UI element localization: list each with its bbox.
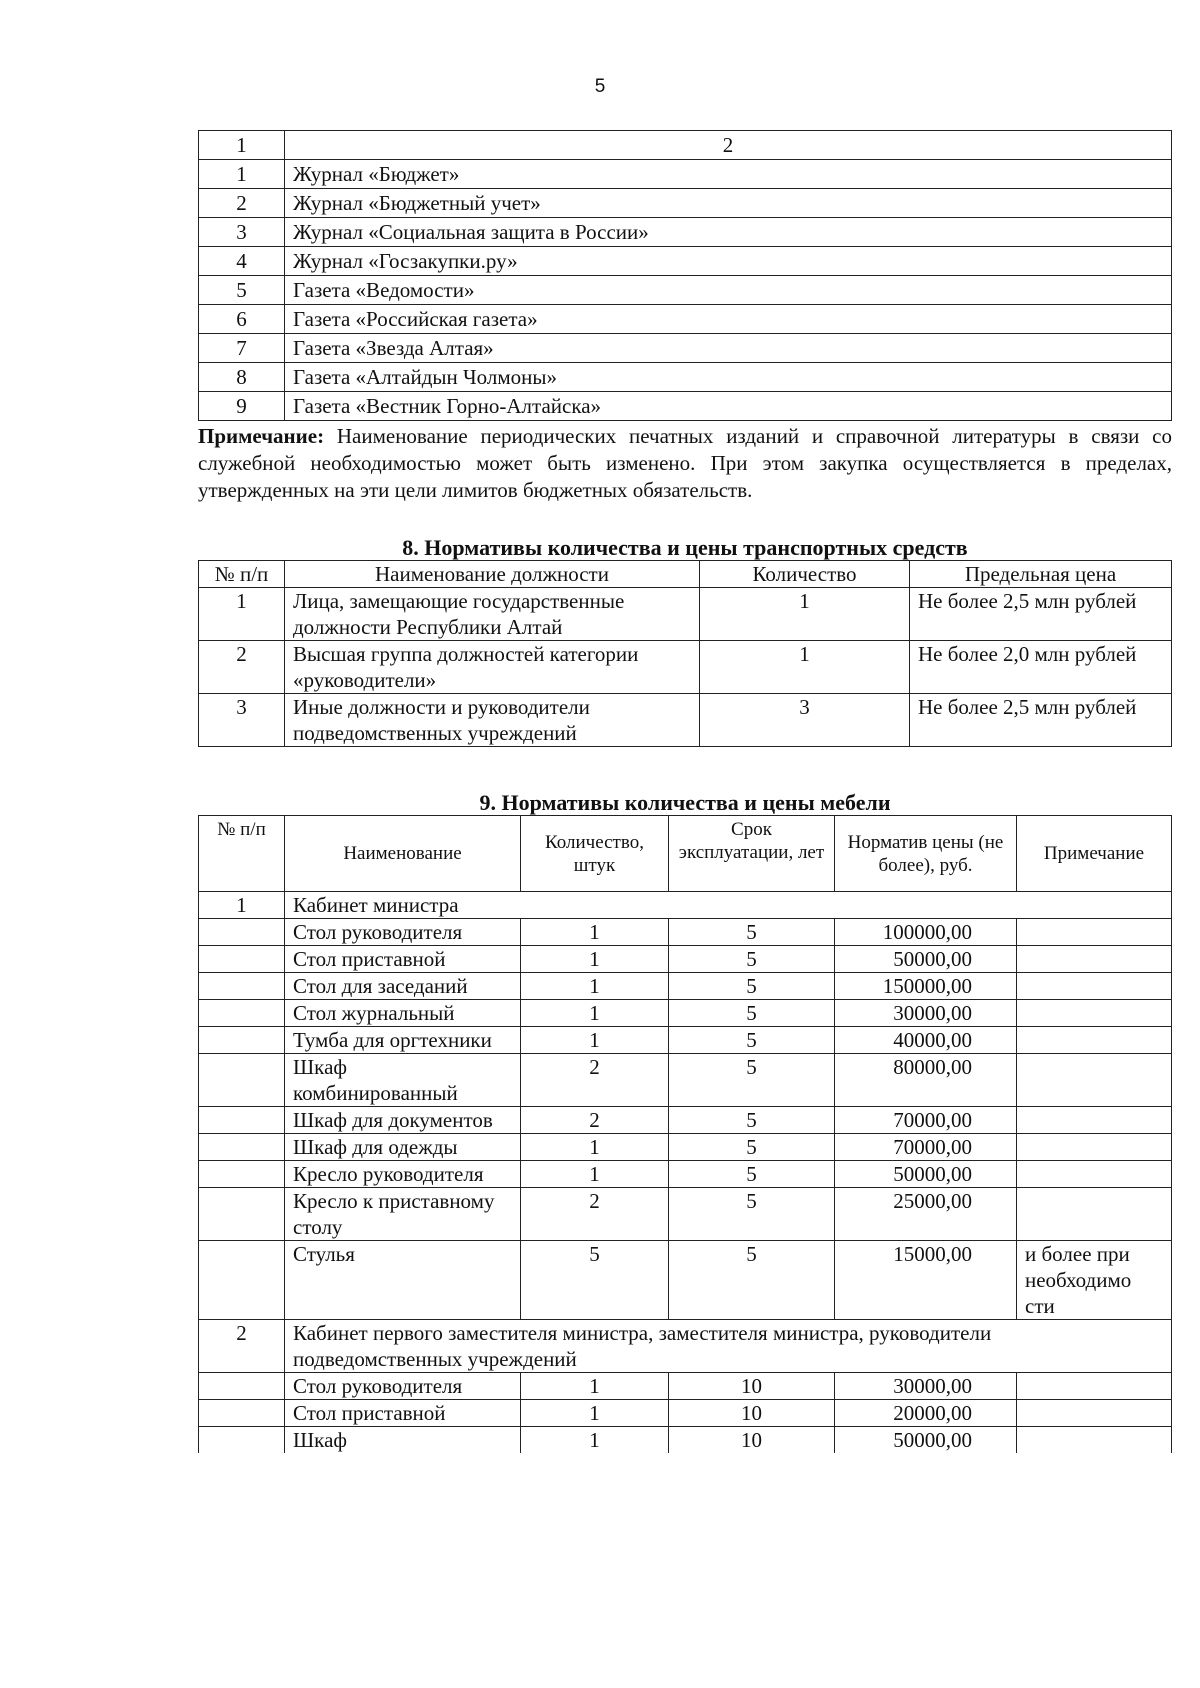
item-term: 5 (669, 1161, 835, 1188)
periodical-name: Журнал «Госзакупки.ру» (285, 247, 1172, 276)
empty-cell (199, 1000, 285, 1027)
table-row (199, 1054, 1172, 1107)
group-number: 1 (199, 892, 285, 919)
item-price: 25000,00 (835, 1188, 1017, 1241)
header-col-1: 1 (199, 131, 285, 160)
note-label: Примечание: (198, 424, 325, 448)
periodical-name: Журнал «Социальная защита в России» (285, 218, 1172, 247)
group-name: Кабинет первого заместителя министра, заместителя министра, руководители подведомственных учреждений (285, 1320, 1172, 1373)
empty-cell (199, 919, 285, 946)
table-row (199, 919, 1172, 946)
item-note (1017, 1427, 1172, 1454)
position-name: Иные должности и руководители подведомственных учреждений (285, 694, 700, 747)
empty-cell (199, 973, 285, 1000)
item-term: 5 (669, 1107, 835, 1134)
periodicals-header-row (199, 131, 1172, 160)
item-price: 70000,00 (835, 1134, 1017, 1161)
item-note (1017, 1373, 1172, 1400)
item-price: 30000,00 (835, 1000, 1017, 1027)
header-price-limit: Предельная цена (910, 561, 1172, 588)
header-num: № п/п (199, 816, 285, 892)
table-row (199, 247, 1172, 276)
header-name: Наименование (285, 816, 521, 892)
item-price: 80000,00 (835, 1054, 1017, 1107)
empty-cell (199, 946, 285, 973)
table-row (199, 1161, 1172, 1188)
item-price: 100000,00 (835, 919, 1017, 946)
table-row (199, 1027, 1172, 1054)
header-num: № п/п (199, 561, 285, 588)
periodical-name: Журнал «Бюджетный учет» (285, 189, 1172, 218)
table-row (199, 363, 1172, 392)
quantity: 3 (700, 694, 910, 747)
item-term: 5 (669, 946, 835, 973)
header-quantity: Количество, штук (521, 816, 669, 892)
item-name: Стол для заседаний (285, 973, 521, 1000)
table-row (199, 1373, 1172, 1400)
price-limit: Не более 2,5 млн рублей (910, 588, 1172, 641)
item-name: Стол приставной (285, 946, 521, 973)
group-row (199, 1320, 1172, 1373)
group-number: 2 (199, 1320, 285, 1373)
item-note: и более при необходимо сти (1017, 1241, 1172, 1320)
item-price: 20000,00 (835, 1400, 1017, 1427)
row-number: 1 (199, 160, 285, 189)
item-price: 50000,00 (835, 946, 1017, 973)
position-name: Высшая группа должностей категории «руководители» (285, 641, 700, 694)
empty-cell (199, 1373, 285, 1400)
table-row (199, 641, 1172, 694)
item-term: 10 (669, 1373, 835, 1400)
table-row (199, 276, 1172, 305)
row-number: 8 (199, 363, 285, 392)
item-note (1017, 1054, 1172, 1107)
table-row (199, 1000, 1172, 1027)
item-name: Шкаф для документов (285, 1107, 521, 1134)
price-limit: Не более 2,5 млн рублей (910, 694, 1172, 747)
item-quantity: 2 (521, 1188, 669, 1241)
item-note (1017, 946, 1172, 973)
item-term: 10 (669, 1427, 835, 1454)
note-text: Наименование периодических печатных изданий и справочной литературы в связи со служебной необходимостью может быть изменено. При этом закупка осуществляется в пределах, утвержденных на эти цели лимитов бюджетных обязательств. (198, 424, 1172, 502)
header-term: Срок эксплуатации, лет (669, 816, 835, 892)
empty-cell (199, 1188, 285, 1241)
row-number: 3 (199, 694, 285, 747)
periodical-name: Газета «Ведомости» (285, 276, 1172, 305)
row-number: 2 (199, 641, 285, 694)
item-name: Тумба для оргтехники (285, 1027, 521, 1054)
item-term: 5 (669, 919, 835, 946)
row-number: 4 (199, 247, 285, 276)
item-term: 5 (669, 1027, 835, 1054)
quantity: 1 (700, 641, 910, 694)
periodicals-table (198, 130, 1172, 421)
item-quantity: 1 (521, 1027, 669, 1054)
empty-cell (199, 1054, 285, 1107)
item-quantity: 1 (521, 1000, 669, 1027)
row-number: 6 (199, 305, 285, 334)
item-note (1017, 1161, 1172, 1188)
periodical-name: Газета «Алтайдын Чолмоны» (285, 363, 1172, 392)
group-row (199, 892, 1172, 919)
empty-cell (199, 1241, 285, 1320)
table-row (199, 1107, 1172, 1134)
quantity: 1 (700, 588, 910, 641)
item-quantity: 1 (521, 1373, 669, 1400)
item-quantity: 2 (521, 1054, 669, 1107)
note (198, 423, 1172, 504)
header-price-norm: Норматив цены (не более), руб. (835, 816, 1017, 892)
item-note (1017, 1107, 1172, 1134)
vehicles-header-row (199, 561, 1172, 588)
header-quantity: Количество (700, 561, 910, 588)
empty-cell (199, 1027, 285, 1054)
item-note (1017, 1400, 1172, 1427)
item-term: 5 (669, 1000, 835, 1027)
item-note (1017, 1000, 1172, 1027)
row-number: 1 (199, 588, 285, 641)
empty-cell (199, 1427, 285, 1454)
item-price: 30000,00 (835, 1373, 1017, 1400)
item-quantity: 5 (521, 1241, 669, 1320)
section-8-title: 8. Нормативы количества и цены транспортных средств (402, 535, 968, 560)
item-quantity: 1 (521, 919, 669, 946)
item-quantity: 1 (521, 1427, 669, 1454)
item-price: 150000,00 (835, 973, 1017, 1000)
item-name: Стол руководителя (285, 1373, 521, 1400)
header-col-2: 2 (285, 131, 1172, 160)
table-row (199, 305, 1172, 334)
item-name: Стол руководителя (285, 919, 521, 946)
item-price: 40000,00 (835, 1027, 1017, 1054)
item-name: Шкаф для одежды (285, 1134, 521, 1161)
item-name: Шкаф комбинированный (285, 1054, 521, 1107)
item-term: 5 (669, 973, 835, 1000)
item-price: 70000,00 (835, 1107, 1017, 1134)
row-number: 2 (199, 189, 285, 218)
item-note (1017, 1188, 1172, 1241)
table-row (199, 392, 1172, 421)
row-number: 7 (199, 334, 285, 363)
item-name: Шкаф (285, 1427, 521, 1454)
item-quantity: 1 (521, 973, 669, 1000)
empty-cell (199, 1107, 285, 1134)
table-row (199, 1427, 1172, 1454)
row-number: 9 (199, 392, 285, 421)
row-number: 5 (199, 276, 285, 305)
item-price: 50000,00 (835, 1161, 1017, 1188)
vehicles-table (198, 560, 1172, 747)
item-quantity: 2 (521, 1107, 669, 1134)
item-note (1017, 1134, 1172, 1161)
item-quantity: 1 (521, 1134, 669, 1161)
item-term: 5 (669, 1054, 835, 1107)
table-row (199, 1241, 1172, 1320)
periodical-name: Журнал «Бюджет» (285, 160, 1172, 189)
furniture-table (198, 815, 1172, 1453)
item-term: 5 (669, 1241, 835, 1320)
item-name: Кресло руководителя (285, 1161, 521, 1188)
table-row (199, 1134, 1172, 1161)
page-number: 5 (594, 76, 606, 97)
empty-cell (199, 1161, 285, 1188)
table-row (199, 334, 1172, 363)
table-row (199, 160, 1172, 189)
item-quantity: 1 (521, 1400, 669, 1427)
item-name: Стулья (285, 1241, 521, 1320)
item-note (1017, 919, 1172, 946)
item-term: 5 (669, 1134, 835, 1161)
group-name: Кабинет министра (285, 892, 1172, 919)
section-9-title: 9. Нормативы количества и цены мебели (479, 790, 891, 815)
item-price: 15000,00 (835, 1241, 1017, 1320)
periodical-name: Газета «Звезда Алтая» (285, 334, 1172, 363)
item-quantity: 1 (521, 1161, 669, 1188)
row-number: 3 (199, 218, 285, 247)
table-row (199, 218, 1172, 247)
table-row (199, 189, 1172, 218)
header-position: Наименование должности (285, 561, 700, 588)
item-price: 50000,00 (835, 1427, 1017, 1454)
empty-cell (199, 1134, 285, 1161)
item-term: 10 (669, 1400, 835, 1427)
table-row (199, 1400, 1172, 1427)
table-row (199, 588, 1172, 641)
periodical-name: Газета «Вестник Горно-Алтайска» (285, 392, 1172, 421)
table-row (199, 1188, 1172, 1241)
table-row (199, 973, 1172, 1000)
periodical-name: Газета «Российская газета» (285, 305, 1172, 334)
item-term: 5 (669, 1188, 835, 1241)
item-note (1017, 1027, 1172, 1054)
table-row (199, 946, 1172, 973)
item-quantity: 1 (521, 946, 669, 973)
item-name: Стол приставной (285, 1400, 521, 1427)
furniture-header-row (199, 816, 1172, 892)
empty-cell (199, 1400, 285, 1427)
header-note: Примечание (1017, 816, 1172, 892)
item-name: Стол журнальный (285, 1000, 521, 1027)
item-name: Кресло к приставному столу (285, 1188, 521, 1241)
position-name: Лица, замещающие государственные должности Республики Алтай (285, 588, 700, 641)
price-limit: Не более 2,0 млн рублей (910, 641, 1172, 694)
item-note (1017, 973, 1172, 1000)
table-row (199, 694, 1172, 747)
